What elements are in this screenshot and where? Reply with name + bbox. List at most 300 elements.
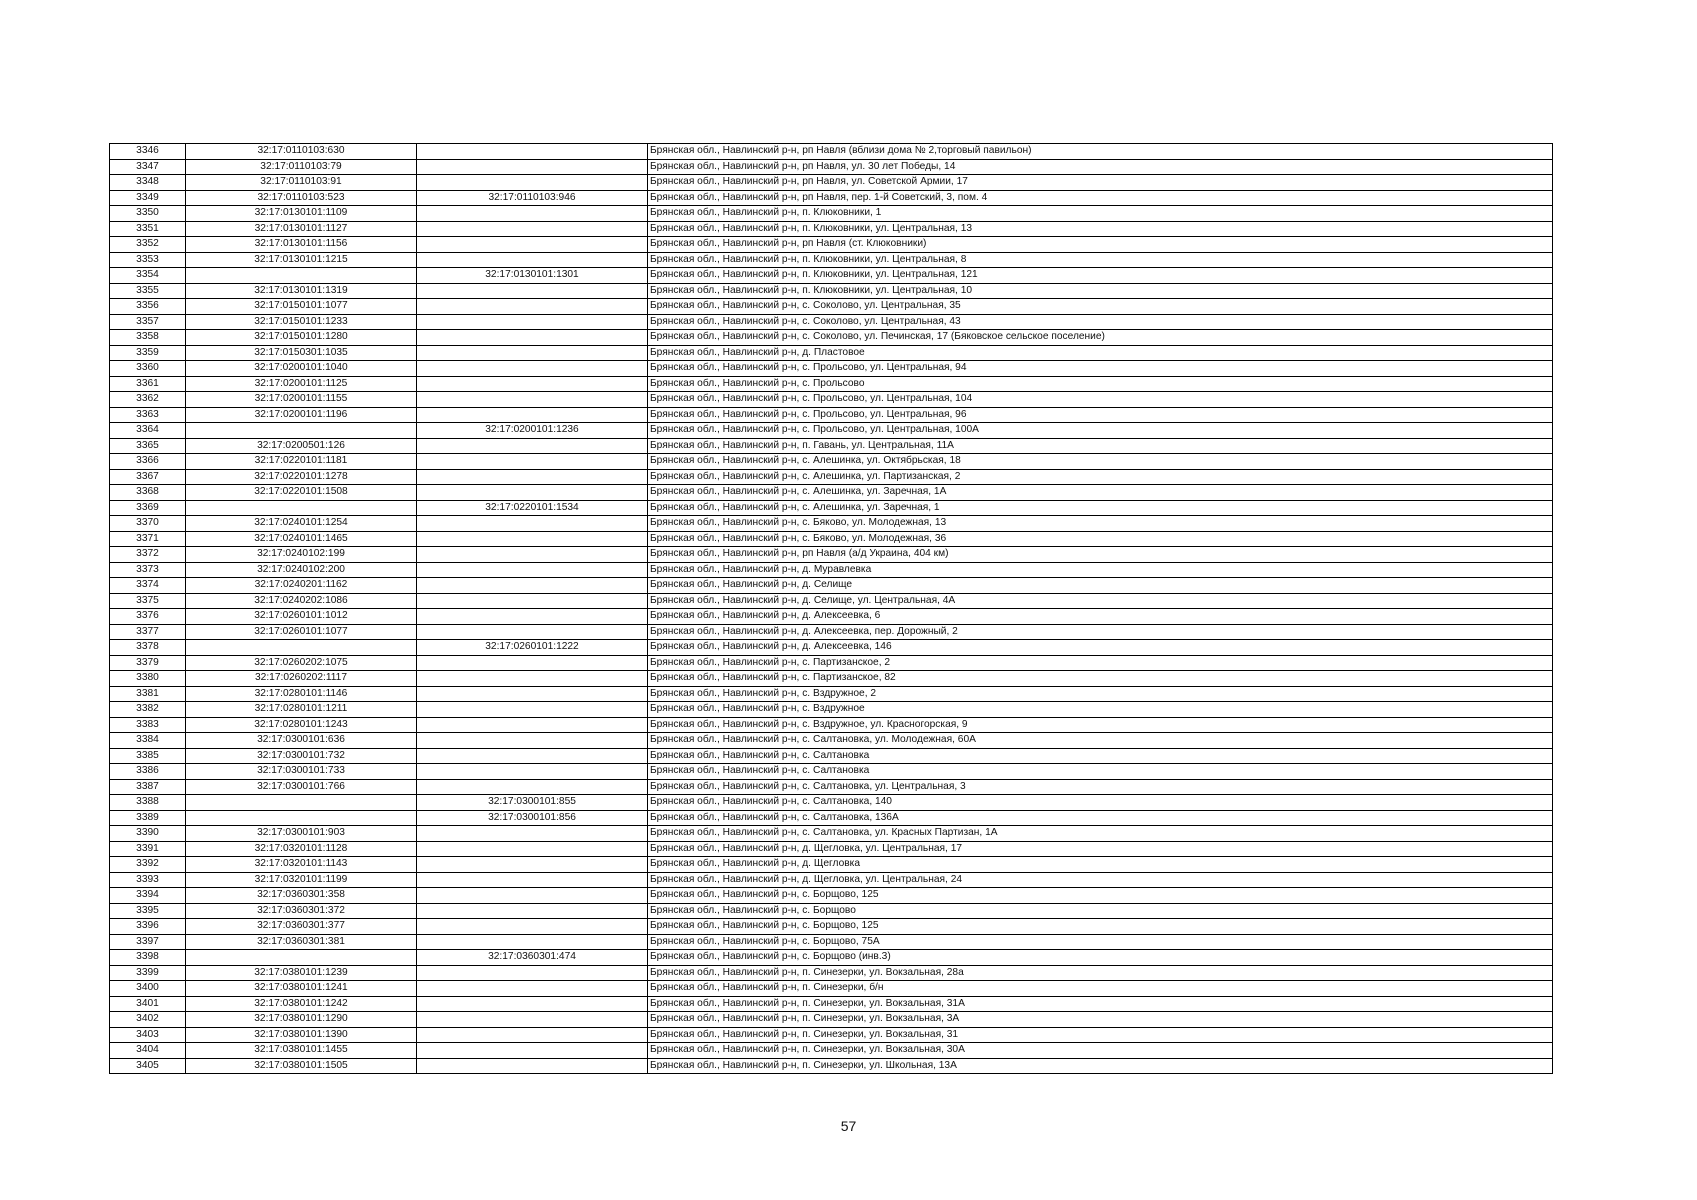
- row-number-cell: 3371: [110, 531, 186, 547]
- related-cadastral-number-cell: [417, 438, 648, 454]
- address-cell: Брянская обл., Навлинский р-н, с. Салтановка, ул. Центральная, 3: [648, 779, 1553, 795]
- address-cell: Брянская обл., Навлинский р-н, с. Партизанское, 82: [648, 671, 1553, 687]
- row-number-cell: 3397: [110, 934, 186, 950]
- related-cadastral-number-cell: [417, 283, 648, 299]
- row-number-cell: 3369: [110, 500, 186, 516]
- property-register-table: [109, 143, 1553, 1074]
- row-number-cell: 3384: [110, 733, 186, 749]
- table-row: [110, 903, 1553, 919]
- address-cell: Брянская обл., Навлинский р-н, рп Навля (вблизи дома № 2,торговый павильон): [648, 144, 1553, 160]
- related-cadastral-number-cell: 32:17:0300101:856: [417, 810, 648, 826]
- related-cadastral-number-cell: [417, 733, 648, 749]
- related-cadastral-number-cell: [417, 841, 648, 857]
- cadastral-number-cell: 32:17:0220101:1181: [186, 454, 417, 470]
- table-row: [110, 237, 1553, 253]
- table-row: [110, 500, 1553, 516]
- address-cell: Брянская обл., Навлинский р-н, п. Синезерки, б/н: [648, 981, 1553, 997]
- row-number-cell: 3388: [110, 795, 186, 811]
- related-cadastral-number-cell: [417, 826, 648, 842]
- cadastral-number-cell: 32:17:0300101:636: [186, 733, 417, 749]
- row-number-cell: 3358: [110, 330, 186, 346]
- address-cell: Брянская обл., Навлинский р-н, п. Клюковники, ул. Центральная, 13: [648, 221, 1553, 237]
- related-cadastral-number-cell: [417, 717, 648, 733]
- related-cadastral-number-cell: [417, 221, 648, 237]
- related-cadastral-number-cell: 32:17:0260101:1222: [417, 640, 648, 656]
- related-cadastral-number-cell: [417, 206, 648, 222]
- related-cadastral-number-cell: [417, 965, 648, 981]
- cadastral-number-cell: [186, 500, 417, 516]
- address-cell: Брянская обл., Навлинский р-н, с. Салтановка, ул. Красных Партизан, 1А: [648, 826, 1553, 842]
- cadastral-number-cell: 32:17:0150101:1233: [186, 314, 417, 330]
- address-cell: Брянская обл., Навлинский р-н, с. Партизанское, 2: [648, 655, 1553, 671]
- address-cell: Брянская обл., Навлинский р-н, с. Борщово, 125: [648, 919, 1553, 935]
- cadastral-number-cell: 32:17:0130101:1109: [186, 206, 417, 222]
- related-cadastral-number-cell: [417, 252, 648, 268]
- row-number-cell: 3347: [110, 159, 186, 175]
- row-number-cell: 3373: [110, 562, 186, 578]
- row-number-cell: 3387: [110, 779, 186, 795]
- table-row: [110, 283, 1553, 299]
- address-cell: Брянская обл., Навлинский р-н, с. Салтановка: [648, 748, 1553, 764]
- cadastral-number-cell: 32:17:0240102:199: [186, 547, 417, 563]
- cadastral-number-cell: 32:17:0240101:1254: [186, 516, 417, 532]
- related-cadastral-number-cell: [417, 624, 648, 640]
- related-cadastral-number-cell: [417, 299, 648, 315]
- table-row: [110, 609, 1553, 625]
- address-cell: Брянская обл., Навлинский р-н, рп Навля (ст. Клюковники): [648, 237, 1553, 253]
- related-cadastral-number-cell: [417, 314, 648, 330]
- row-number-cell: 3383: [110, 717, 186, 733]
- address-cell: Брянская обл., Навлинский р-н, с. Алешинка, ул. Заречная, 1: [648, 500, 1553, 516]
- cadastral-number-cell: 32:17:0360301:372: [186, 903, 417, 919]
- row-number-cell: 3359: [110, 345, 186, 361]
- row-number-cell: 3395: [110, 903, 186, 919]
- related-cadastral-number-cell: [417, 779, 648, 795]
- cadastral-number-cell: 32:17:0380101:1390: [186, 1027, 417, 1043]
- table-row: [110, 268, 1553, 284]
- address-cell: Брянская обл., Навлинский р-н, с. Прольсово, ул. Центральная, 100А: [648, 423, 1553, 439]
- address-cell: Брянская обл., Навлинский р-н, с. Салтановка, ул. Молодежная, 60А: [648, 733, 1553, 749]
- table-row: [110, 624, 1553, 640]
- row-number-cell: 3399: [110, 965, 186, 981]
- row-number-cell: 3396: [110, 919, 186, 935]
- table-row: [110, 376, 1553, 392]
- related-cadastral-number-cell: [417, 593, 648, 609]
- related-cadastral-number-cell: [417, 237, 648, 253]
- related-cadastral-number-cell: [417, 996, 648, 1012]
- row-number-cell: 3374: [110, 578, 186, 594]
- table-row: [110, 826, 1553, 842]
- cadastral-number-cell: 32:17:0260101:1012: [186, 609, 417, 625]
- cadastral-number-cell: 32:17:0110103:79: [186, 159, 417, 175]
- table-row: [110, 159, 1553, 175]
- row-number-cell: 3404: [110, 1043, 186, 1059]
- address-cell: Брянская обл., Навлинский р-н, д. Щегловка, ул. Центральная, 24: [648, 872, 1553, 888]
- related-cadastral-number-cell: 32:17:0200101:1236: [417, 423, 648, 439]
- row-number-cell: 3381: [110, 686, 186, 702]
- cadastral-number-cell: 32:17:0220101:1278: [186, 469, 417, 485]
- row-number-cell: 3346: [110, 144, 186, 160]
- row-number-cell: 3394: [110, 888, 186, 904]
- row-number-cell: 3372: [110, 547, 186, 563]
- related-cadastral-number-cell: [417, 531, 648, 547]
- address-cell: Брянская обл., Навлинский р-н, с. Алешинка, ул. Октябрьская, 18: [648, 454, 1553, 470]
- row-number-cell: 3363: [110, 407, 186, 423]
- table-row: [110, 516, 1553, 532]
- address-cell: Брянская обл., Навлинский р-н, с. Прольсово, ул. Центральная, 96: [648, 407, 1553, 423]
- cadastral-number-cell: 32:17:0380101:1242: [186, 996, 417, 1012]
- table-row: [110, 1027, 1553, 1043]
- table-row: [110, 981, 1553, 997]
- row-number-cell: 3377: [110, 624, 186, 640]
- address-cell: Брянская обл., Навлинский р-н, д. Алексеевка, пер. Дорожный, 2: [648, 624, 1553, 640]
- table-row: [110, 857, 1553, 873]
- related-cadastral-number-cell: [417, 361, 648, 377]
- cadastral-number-cell: 32:17:0200101:1125: [186, 376, 417, 392]
- row-number-cell: 3403: [110, 1027, 186, 1043]
- address-cell: Брянская обл., Навлинский р-н, с. Бяково, ул. Молодежная, 36: [648, 531, 1553, 547]
- related-cadastral-number-cell: [417, 919, 648, 935]
- table-row: [110, 299, 1553, 315]
- cadastral-number-cell: 32:17:0280101:1146: [186, 686, 417, 702]
- address-cell: Брянская обл., Навлинский р-н, с. Салтановка: [648, 764, 1553, 780]
- row-number-cell: 3375: [110, 593, 186, 609]
- table-row: [110, 748, 1553, 764]
- row-number-cell: 3391: [110, 841, 186, 857]
- cadastral-number-cell: 32:17:0130101:1319: [186, 283, 417, 299]
- row-number-cell: 3393: [110, 872, 186, 888]
- table-row: [110, 345, 1553, 361]
- address-cell: Брянская обл., Навлинский р-н, с. Вздружное, 2: [648, 686, 1553, 702]
- cadastral-number-cell: 32:17:0110103:523: [186, 190, 417, 206]
- table-row: [110, 1043, 1553, 1059]
- address-cell: Брянская обл., Навлинский р-н, с. Вздружное, ул. Красногорская, 9: [648, 717, 1553, 733]
- row-number-cell: 3386: [110, 764, 186, 780]
- address-cell: Брянская обл., Навлинский р-н, рп Навля, ул. 30 лет Победы, 14: [648, 159, 1553, 175]
- cadastral-number-cell: 32:17:0150101:1077: [186, 299, 417, 315]
- cadastral-number-cell: 32:17:0200101:1196: [186, 407, 417, 423]
- row-number-cell: 3370: [110, 516, 186, 532]
- related-cadastral-number-cell: [417, 655, 648, 671]
- row-number-cell: 3398: [110, 950, 186, 966]
- cadastral-number-cell: 32:17:0380101:1290: [186, 1012, 417, 1028]
- address-cell: Брянская обл., Навлинский р-н, д. Пластовое: [648, 345, 1553, 361]
- address-cell: Брянская обл., Навлинский р-н, с. Алешинка, ул. Партизанская, 2: [648, 469, 1553, 485]
- table-row: [110, 872, 1553, 888]
- cadastral-number-cell: 32:17:0240202:1086: [186, 593, 417, 609]
- table-row: [110, 330, 1553, 346]
- row-number-cell: 3378: [110, 640, 186, 656]
- table-row: [110, 485, 1553, 501]
- related-cadastral-number-cell: [417, 764, 648, 780]
- address-cell: Брянская обл., Навлинский р-н, с. Салтановка, 140: [648, 795, 1553, 811]
- address-cell: Брянская обл., Навлинский р-н, с. Бяково, ул. Молодежная, 13: [648, 516, 1553, 532]
- address-cell: Брянская обл., Навлинский р-н, с. Борщово, 125: [648, 888, 1553, 904]
- row-number-cell: 3360: [110, 361, 186, 377]
- related-cadastral-number-cell: [417, 159, 648, 175]
- table-row: [110, 810, 1553, 826]
- table-row: [110, 206, 1553, 222]
- row-number-cell: 3367: [110, 469, 186, 485]
- address-cell: Брянская обл., Навлинский р-н, п. Синезерки, ул. Вокзальная, 31: [648, 1027, 1553, 1043]
- related-cadastral-number-cell: [417, 702, 648, 718]
- related-cadastral-number-cell: [417, 562, 648, 578]
- cadastral-number-cell: 32:17:0320101:1143: [186, 857, 417, 873]
- cadastral-number-cell: 32:17:0380101:1239: [186, 965, 417, 981]
- row-number-cell: 3355: [110, 283, 186, 299]
- related-cadastral-number-cell: [417, 1043, 648, 1059]
- table-row: [110, 175, 1553, 191]
- row-number-cell: 3401: [110, 996, 186, 1012]
- table-row: [110, 686, 1553, 702]
- cadastral-number-cell: 32:17:0150301:1035: [186, 345, 417, 361]
- row-number-cell: 3365: [110, 438, 186, 454]
- table-row: [110, 531, 1553, 547]
- table-row: [110, 764, 1553, 780]
- related-cadastral-number-cell: [417, 454, 648, 470]
- cadastral-number-cell: 32:17:0280101:1243: [186, 717, 417, 733]
- address-cell: Брянская обл., Навлинский р-н, рп Навля, ул. Советской Армии, 17: [648, 175, 1553, 191]
- cadastral-number-cell: 32:17:0260202:1117: [186, 671, 417, 687]
- table-row: [110, 562, 1553, 578]
- related-cadastral-number-cell: 32:17:0110103:946: [417, 190, 648, 206]
- table-row: [110, 423, 1553, 439]
- cadastral-number-cell: 32:17:0360301:377: [186, 919, 417, 935]
- cadastral-number-cell: [186, 640, 417, 656]
- address-cell: Брянская обл., Навлинский р-н, п. Синезерки, ул. Вокзальная, 3А: [648, 1012, 1553, 1028]
- table-row: [110, 469, 1553, 485]
- address-cell: Брянская обл., Навлинский р-н, д. Муравлевка: [648, 562, 1553, 578]
- cadastral-number-cell: 32:17:0360301:381: [186, 934, 417, 950]
- row-number-cell: 3348: [110, 175, 186, 191]
- cadastral-number-cell: 32:17:0380101:1455: [186, 1043, 417, 1059]
- cadastral-number-cell: 32:17:0320101:1128: [186, 841, 417, 857]
- cadastral-number-cell: 32:17:0280101:1211: [186, 702, 417, 718]
- row-number-cell: 3400: [110, 981, 186, 997]
- table-row: [110, 454, 1553, 470]
- table-row: [110, 950, 1553, 966]
- row-number-cell: 3356: [110, 299, 186, 315]
- table-row: [110, 795, 1553, 811]
- table-row: [110, 144, 1553, 160]
- address-cell: Брянская обл., Навлинский р-н, д. Селище, ул. Центральная, 4А: [648, 593, 1553, 609]
- cadastral-number-cell: [186, 810, 417, 826]
- address-cell: Брянская обл., Навлинский р-н, с. Соколово, ул. Печинская, 17 (Бяковское сельское поселение): [648, 330, 1553, 346]
- cadastral-number-cell: 32:17:0130101:1215: [186, 252, 417, 268]
- related-cadastral-number-cell: [417, 934, 648, 950]
- cadastral-number-cell: 32:17:0300101:733: [186, 764, 417, 780]
- table-row: [110, 888, 1553, 904]
- row-number-cell: 3351: [110, 221, 186, 237]
- row-number-cell: 3385: [110, 748, 186, 764]
- cadastral-number-cell: 32:17:0320101:1199: [186, 872, 417, 888]
- row-number-cell: 3390: [110, 826, 186, 842]
- cadastral-number-cell: 32:17:0380101:1505: [186, 1058, 417, 1074]
- cadastral-number-cell: 32:17:0110103:630: [186, 144, 417, 160]
- related-cadastral-number-cell: [417, 345, 648, 361]
- address-cell: Брянская обл., Навлинский р-н, п. Синезерки, ул. Вокзальная, 30А: [648, 1043, 1553, 1059]
- address-cell: Брянская обл., Навлинский р-н, п. Клюковники, ул. Центральная, 10: [648, 283, 1553, 299]
- row-number-cell: 3368: [110, 485, 186, 501]
- table-row: [110, 438, 1553, 454]
- related-cadastral-number-cell: [417, 609, 648, 625]
- related-cadastral-number-cell: [417, 376, 648, 392]
- cadastral-number-cell: 32:17:0380101:1241: [186, 981, 417, 997]
- address-cell: Брянская обл., Навлинский р-н, п. Гавань, ул. Центральная, 11А: [648, 438, 1553, 454]
- related-cadastral-number-cell: [417, 1012, 648, 1028]
- row-number-cell: 3366: [110, 454, 186, 470]
- row-number-cell: 3357: [110, 314, 186, 330]
- table-row: [110, 578, 1553, 594]
- row-number-cell: 3379: [110, 655, 186, 671]
- related-cadastral-number-cell: [417, 175, 648, 191]
- row-number-cell: 3389: [110, 810, 186, 826]
- table-row: [110, 392, 1553, 408]
- related-cadastral-number-cell: [417, 686, 648, 702]
- address-cell: Брянская обл., Навлинский р-н, с. Прольсово, ул. Центральная, 94: [648, 361, 1553, 377]
- cadastral-number-cell: [186, 950, 417, 966]
- related-cadastral-number-cell: 32:17:0220101:1534: [417, 500, 648, 516]
- cadastral-number-cell: [186, 423, 417, 439]
- related-cadastral-number-cell: [417, 903, 648, 919]
- cadastral-number-cell: 32:17:0130101:1156: [186, 237, 417, 253]
- related-cadastral-number-cell: [417, 1058, 648, 1074]
- address-cell: Брянская обл., Навлинский р-н, с. Соколово, ул. Центральная, 35: [648, 299, 1553, 315]
- row-number-cell: 3376: [110, 609, 186, 625]
- address-cell: Брянская обл., Навлинский р-н, п. Синезерки, ул. Вокзальная, 28а: [648, 965, 1553, 981]
- row-number-cell: 3402: [110, 1012, 186, 1028]
- related-cadastral-number-cell: [417, 857, 648, 873]
- row-number-cell: 3364: [110, 423, 186, 439]
- table-row: [110, 640, 1553, 656]
- cadastral-number-cell: 32:17:0300101:732: [186, 748, 417, 764]
- address-cell: Брянская обл., Навлинский р-н, с. Борщово, 75А: [648, 934, 1553, 950]
- table-row: [110, 361, 1553, 377]
- table-row: [110, 190, 1553, 206]
- cadastral-number-cell: 32:17:0220101:1508: [186, 485, 417, 501]
- address-cell: Брянская обл., Навлинский р-н, п. Клюковники, ул. Центральная, 8: [648, 252, 1553, 268]
- related-cadastral-number-cell: [417, 407, 648, 423]
- related-cadastral-number-cell: [417, 748, 648, 764]
- cadastral-number-cell: 32:17:0110103:91: [186, 175, 417, 191]
- address-cell: Брянская обл., Навлинский р-н, с. Соколово, ул. Центральная, 43: [648, 314, 1553, 330]
- register-body: [110, 144, 1553, 1074]
- address-cell: Брянская обл., Навлинский р-н, с. Салтановка, 136А: [648, 810, 1553, 826]
- table-row: [110, 1012, 1553, 1028]
- table-row: [110, 965, 1553, 981]
- address-cell: Брянская обл., Навлинский р-н, п. Клюковники, ул. Центральная, 121: [648, 268, 1553, 284]
- row-number-cell: 3380: [110, 671, 186, 687]
- cadastral-number-cell: [186, 795, 417, 811]
- row-number-cell: 3350: [110, 206, 186, 222]
- table-row: [110, 655, 1553, 671]
- related-cadastral-number-cell: [417, 578, 648, 594]
- table-row: [110, 934, 1553, 950]
- address-cell: Брянская обл., Навлинский р-н, д. Щегловка: [648, 857, 1553, 873]
- related-cadastral-number-cell: [417, 1027, 648, 1043]
- cadastral-number-cell: 32:17:0360301:358: [186, 888, 417, 904]
- related-cadastral-number-cell: [417, 872, 648, 888]
- cadastral-number-cell: 32:17:0240102:200: [186, 562, 417, 578]
- table-row: [110, 314, 1553, 330]
- address-cell: Брянская обл., Навлинский р-н, с. Борщово (инв.3): [648, 950, 1553, 966]
- table-row: [110, 733, 1553, 749]
- cadastral-number-cell: 32:17:0200101:1040: [186, 361, 417, 377]
- table-row: [110, 547, 1553, 563]
- address-cell: Брянская обл., Навлинский р-н, с. Алешинка, ул. Заречная, 1А: [648, 485, 1553, 501]
- cadastral-number-cell: 32:17:0300101:766: [186, 779, 417, 795]
- related-cadastral-number-cell: [417, 547, 648, 563]
- related-cadastral-number-cell: [417, 671, 648, 687]
- cadastral-number-cell: 32:17:0260101:1077: [186, 624, 417, 640]
- table-row: [110, 1058, 1553, 1074]
- cadastral-number-cell: 32:17:0240101:1465: [186, 531, 417, 547]
- address-cell: Брянская обл., Навлинский р-н, д. Алексеевка, 6: [648, 609, 1553, 625]
- related-cadastral-number-cell: 32:17:0300101:855: [417, 795, 648, 811]
- table-row: [110, 407, 1553, 423]
- related-cadastral-number-cell: [417, 144, 648, 160]
- related-cadastral-number-cell: [417, 485, 648, 501]
- table-row: [110, 593, 1553, 609]
- table-row: [110, 252, 1553, 268]
- cadastral-number-cell: 32:17:0150101:1280: [186, 330, 417, 346]
- related-cadastral-number-cell: [417, 469, 648, 485]
- row-number-cell: 3392: [110, 857, 186, 873]
- cadastral-number-cell: 32:17:0240201:1162: [186, 578, 417, 594]
- row-number-cell: 3353: [110, 252, 186, 268]
- cadastral-number-cell: 32:17:0200501:126: [186, 438, 417, 454]
- cadastral-number-cell: 32:17:0130101:1127: [186, 221, 417, 237]
- related-cadastral-number-cell: [417, 392, 648, 408]
- page-number: 57: [840, 1118, 857, 1134]
- table-row: [110, 717, 1553, 733]
- table-row: [110, 221, 1553, 237]
- address-cell: Брянская обл., Навлинский р-н, с. Прольсово: [648, 376, 1553, 392]
- row-number-cell: 3352: [110, 237, 186, 253]
- table-row: [110, 702, 1553, 718]
- address-cell: Брянская обл., Навлинский р-н, д. Алексеевка, 146: [648, 640, 1553, 656]
- address-cell: Брянская обл., Навлинский р-н, д. Селище: [648, 578, 1553, 594]
- address-cell: Брянская обл., Навлинский р-н, с. Вздружное: [648, 702, 1553, 718]
- row-number-cell: 3362: [110, 392, 186, 408]
- cadastral-number-cell: 32:17:0200101:1155: [186, 392, 417, 408]
- related-cadastral-number-cell: [417, 981, 648, 997]
- row-number-cell: 3382: [110, 702, 186, 718]
- address-cell: Брянская обл., Навлинский р-н, п. Синезерки, ул. Школьная, 13А: [648, 1058, 1553, 1074]
- row-number-cell: 3354: [110, 268, 186, 284]
- address-cell: Брянская обл., Навлинский р-н, рп Навля (а/д Украина, 404 км): [648, 547, 1553, 563]
- table-row: [110, 919, 1553, 935]
- related-cadastral-number-cell: [417, 516, 648, 532]
- related-cadastral-number-cell: 32:17:0130101:1301: [417, 268, 648, 284]
- table-row: [110, 996, 1553, 1012]
- row-number-cell: 3405: [110, 1058, 186, 1074]
- address-cell: Брянская обл., Навлинский р-н, с. Прольсово, ул. Центральная, 104: [648, 392, 1553, 408]
- address-cell: Брянская обл., Навлинский р-н, с. Борщово: [648, 903, 1553, 919]
- related-cadastral-number-cell: 32:17:0360301:474: [417, 950, 648, 966]
- related-cadastral-number-cell: [417, 330, 648, 346]
- address-cell: Брянская обл., Навлинский р-н, д. Щегловка, ул. Центральная, 17: [648, 841, 1553, 857]
- table-row: [110, 779, 1553, 795]
- row-number-cell: 3361: [110, 376, 186, 392]
- table-row: [110, 671, 1553, 687]
- table-row: [110, 841, 1553, 857]
- cadastral-number-cell: 32:17:0260202:1075: [186, 655, 417, 671]
- address-cell: Брянская обл., Навлинский р-н, п. Синезерки, ул. Вокзальная, 31А: [648, 996, 1553, 1012]
- address-cell: Брянская обл., Навлинский р-н, п. Клюковники, 1: [648, 206, 1553, 222]
- address-cell: Брянская обл., Навлинский р-н, рп Навля, пер. 1-й Советский, 3, пом. 4: [648, 190, 1553, 206]
- row-number-cell: 3349: [110, 190, 186, 206]
